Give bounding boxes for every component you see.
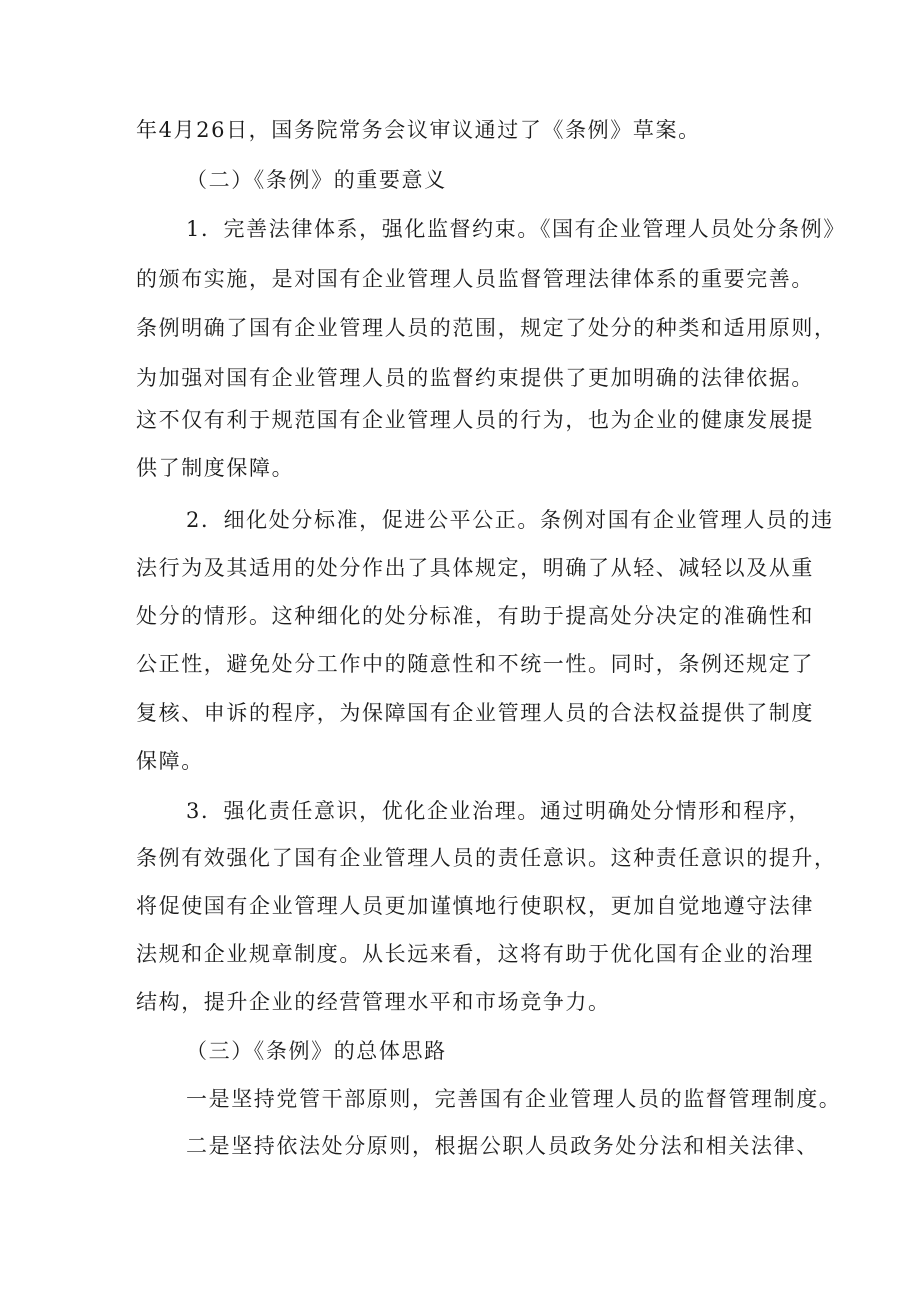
text-line: 处分的情形。这种细化的处分标准，有助于提高处分决定的准确性和 [136, 604, 814, 628]
section-heading: （三）《条例》的总体思路 [186, 1039, 447, 1063]
text-line: 这不仅有利于规范国有企业管理人员的行为，也为企业的健康发展提 [136, 408, 814, 432]
paragraph-heading-line: 3．强化责任意识，优化企业治理。通过明确处分情形和程序， [186, 799, 812, 823]
text-line: 年4月26日，国务院常务会议审议通过了《条例》草案。 [136, 118, 701, 142]
text-line: 公正性，避免处分工作中的随意性和不统一性。同时，条例还规定了 [136, 652, 814, 676]
paragraph-heading-line: 1．完善法律体系，强化监督约束。《国有企业管理人员处分条例》 [186, 217, 846, 241]
text-line: 复核、申诉的程序，为保障国有企业管理人员的合法权益提供了制度 [136, 701, 814, 725]
text-line: 供了制度保障。 [136, 456, 295, 480]
text-line: 二是坚持依法处分原则，根据公职人员政务处分法和相关法律、 [186, 1134, 819, 1158]
text-line: 将促使国有企业管理人员更加谨慎地行使职权，更加自觉地遵守法律 [136, 894, 814, 918]
text-line: 保障。 [136, 749, 204, 773]
text-line: 法规和企业规章制度。从长远来看，这将有助于优化国有企业的治理 [136, 942, 814, 966]
text-line: 条例有效强化了国有企业管理人员的责任意识。这种责任意识的提升， [136, 846, 837, 870]
paragraph-heading-line: 2．细化处分标准，促进公平公正。条例对国有企业管理人员的违 [186, 508, 834, 532]
text-line: 为加强对国有企业管理人员的监督约束提供了更加明确的法律依据。 [136, 366, 814, 390]
text-line: 法行为及其适用的处分作出了具体规定，明确了从轻、减轻以及从重 [136, 556, 814, 580]
section-heading: （二）《条例》的重要意义 [186, 168, 447, 192]
text-line: 一是坚持党管干部原则，完善国有企业管理人员的监督管理制度。 [186, 1087, 842, 1111]
text-line: 结构，提升企业的经营管理水平和市场竞争力。 [136, 990, 611, 1014]
text-line: 的颁布实施，是对国有企业管理人员监督管理法律体系的重要完善。 [136, 267, 814, 291]
text-line: 条例明确了国有企业管理人员的范围，规定了处分的种类和适用原则， [136, 316, 837, 340]
